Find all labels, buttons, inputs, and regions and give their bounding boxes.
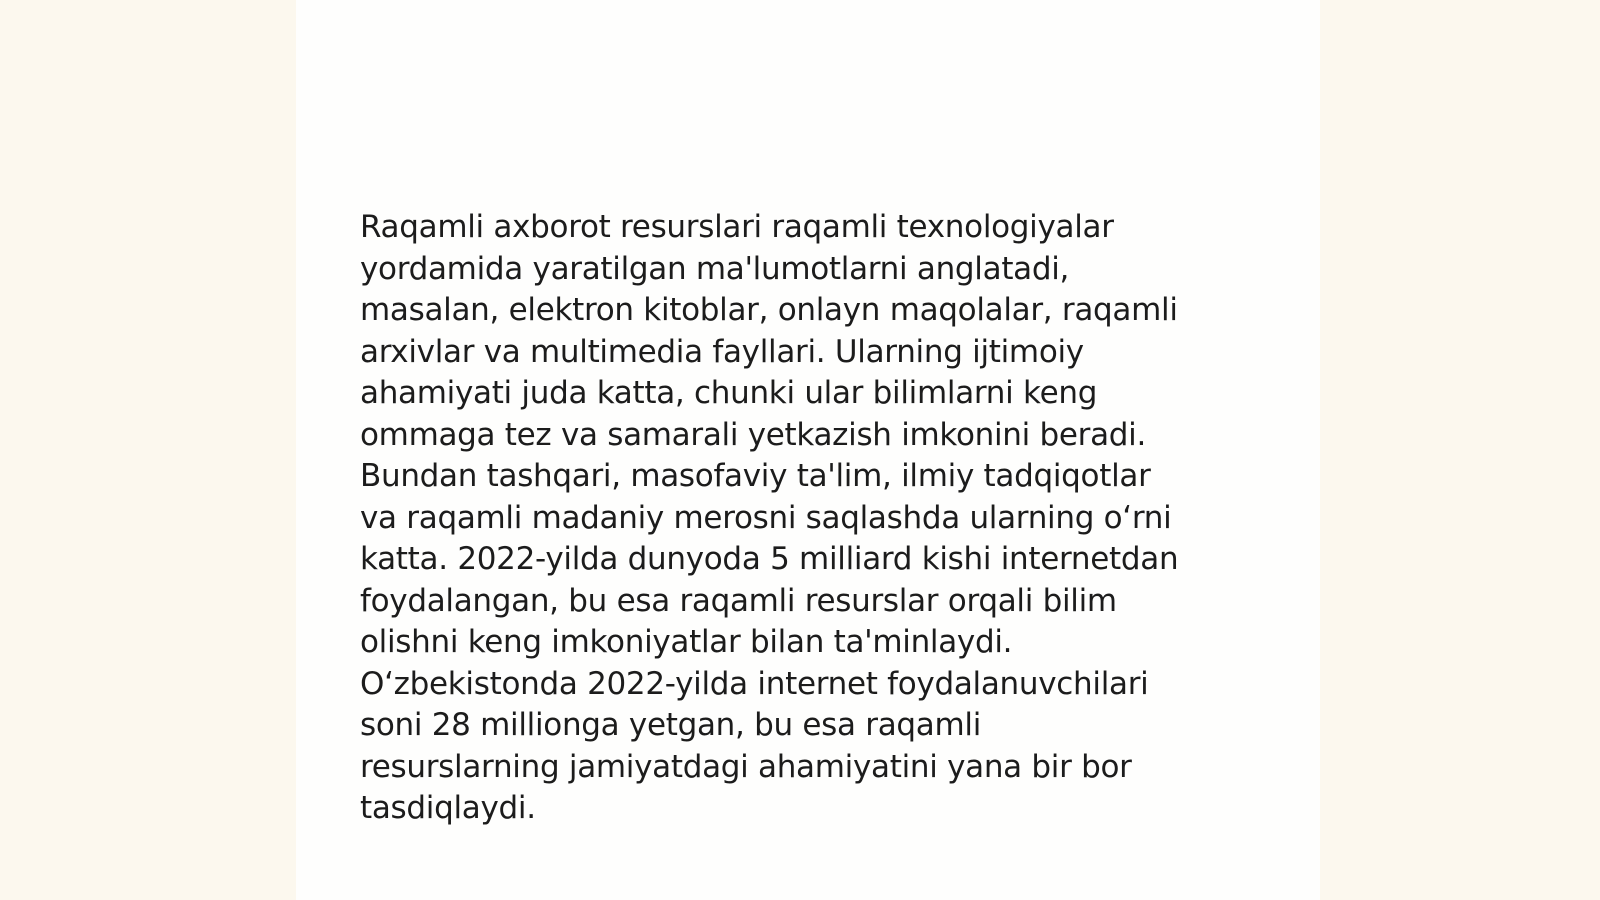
body-paragraph: Raqamli axborot resurslari raqamli texnologiyalar yordamida yaratilgan ma'lumotlarni anglatadi, masalan, elektron kitoblar, onlayn maqolalar, raqamli arxivlar va multimedia fayllari. Ularning ijtimoiy ahamiyati juda katta, chunki ular bilimlarni keng ommaga tez va samarali yetkazish imkonini beradi. Bundan tashqari, masofaviy ta'lim, ilmiy tadqiqotlar va raqamli madaniy merosni saqlashda ularning o‘rni katta. 2022-yilda dunyoda 5 milliard kishi internetdan foydalangan, bu esa raqamli resurslar orqali bilim olishni keng imkoniyatlar bilan ta'minlaydi. O‘zbekistonda 2022-yilda internet foydalanuvchilari soni 28 millionga yetgan, bu esa raqamli resurslarning jamiyatdagi ahamiyatini yana bir bor tasdiqlaydi.	[360, 209, 1179, 826]
document-page	[296, 0, 1320, 900]
